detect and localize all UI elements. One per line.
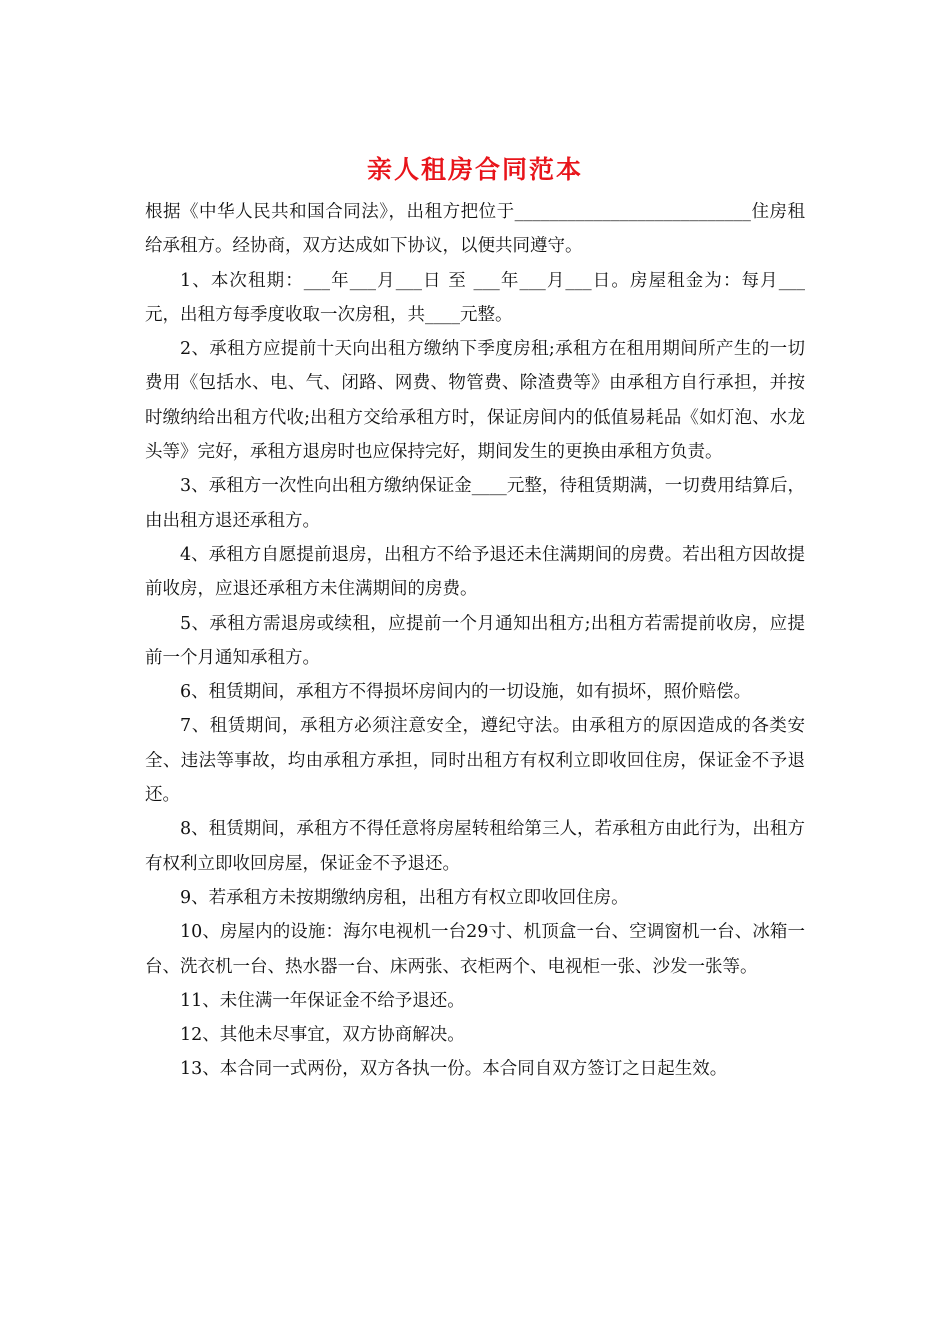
document-title: 亲人租房合同范本 — [366, 155, 583, 184]
clause-5: 5、承租方需退房或续租，应提前一个月通知出租方;出租方若需提前收房，应提前一个月通知承租方。 — [145, 613, 805, 668]
clause-4: 4、承租方自愿提前退房，出租方不给予退还未住满期间的房费。若出租方因故提前收房，应退还承租方未住满期间的房费。 — [145, 544, 805, 600]
clause-2: 2、承租方应提前十天向出租方缴纳下季度房租;承租方在租用期间所产生的一切费用《包括水、电、气、闭路、网费、物管费、除渣费等》由承租方自行承担，并按时缴纳给出租方代收;出租方交给承租方时，保证房间内的低值易耗品《如灯泡、水龙头等》完好，承租方退房时也应保持完好，期间发生的更换由承租方负责。 — [145, 339, 805, 463]
clause-6: 6、租赁期间，承租方不得损坏房间内的一切设施，如有损坏，照价赔偿。 — [180, 682, 752, 703]
clause-3: 3、承租方一次性向出租方缴纳保证金____元整，待租赁期满，一切费用结算后，由出租方退还承租方。 — [145, 476, 805, 531]
document-body — [145, 195, 805, 1087]
clause-12: 12、其他未尽事宜，双方协商解决。 — [180, 1025, 465, 1046]
clause-8: 8、租赁期间，承租方不得任意将房屋转租给第三人，若承租方由此行为，出租方有权利立即收回房屋，保证金不予退还。 — [145, 819, 805, 874]
clause-11: 11、未住满一年保证金不给予退还。 — [180, 990, 465, 1011]
clause-1: 1、本次租期：___年___月___日 至 ___年___月___日。房屋租金为：每月___元，出租方每季度收取一次房租，共____元整。 — [145, 270, 805, 325]
clause-13: 13、本合同一式两份，双方各执一份。本合同自双方签订之日起生效。 — [180, 1059, 728, 1080]
clause-9: 9、若承租方未按期缴纳房租，出租方有权立即收回住房。 — [180, 887, 629, 908]
clause-7: 7、租赁期间，承租方必须注意安全，遵纪守法。由承租方的原因造成的各类安全、违法等事故，均由承租方承担，同时出租方有权利立即收回住房，保证金不予退还。 — [145, 716, 805, 806]
intro-paragraph: 根据《中华人民共和国合同法》，出租方把位于___________________________住房租给承租方。经协商，双方达成如下协议，以便共同遵守。 — [145, 202, 805, 257]
clause-10: 10、房屋内的设施：海尔电视机一台29寸、机顶盒一台、空调窗机一台、冰箱一台、洗衣机一台、热水器一台、床两张、衣柜两个、电视柜一张、沙发一张等。 — [145, 922, 805, 977]
